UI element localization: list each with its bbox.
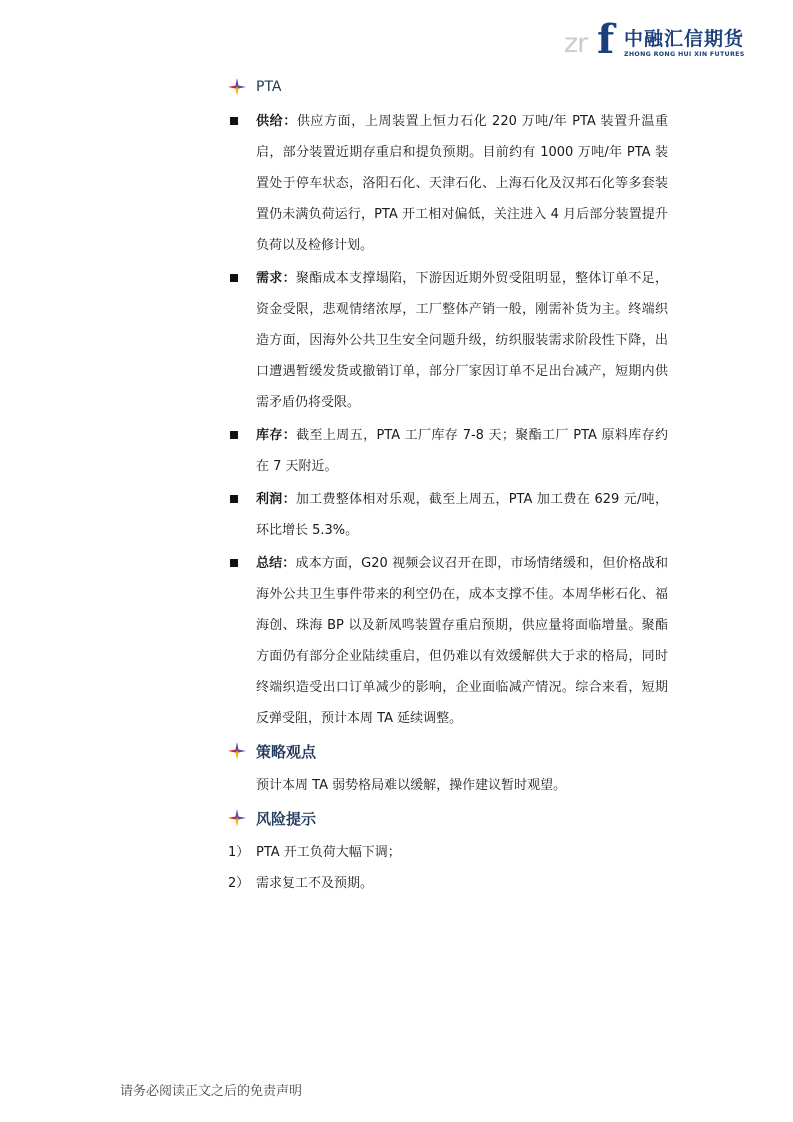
square-bullet-icon — [230, 431, 238, 439]
bullet-label: 利润： — [256, 492, 296, 507]
compass-star-icon — [228, 809, 246, 827]
square-bullet-icon — [230, 274, 238, 282]
report-content — [228, 72, 668, 899]
heading-text: PTA — [256, 79, 282, 95]
risk-item-text: PTA 开工负荷大幅下调； — [256, 845, 401, 860]
square-bullet-icon — [230, 559, 238, 567]
bullet-label: 供给： — [256, 114, 297, 129]
logo-english-name: ZHONG RONG HUI XIN FUTURES — [624, 51, 745, 58]
bullet-label: 库存： — [256, 428, 297, 443]
compass-star-icon — [228, 78, 246, 96]
bullet-demand — [228, 263, 668, 418]
bullet-summary — [228, 548, 668, 734]
risk-item-number: 2） — [228, 876, 250, 891]
risk-item — [228, 868, 668, 899]
square-bullet-icon — [230, 495, 238, 503]
strategy-text: 预计本周 TA 弱势格局难以缓解，操作建议暂时观望。 — [256, 778, 567, 793]
risk-item-number: 1） — [228, 845, 250, 860]
bullet-label: 需求： — [256, 271, 296, 286]
bullet-text: 供应方面，上周装置上恒力石化 220 万吨/年 PTA 装置升温重启，部分装置近期存重启和提负预期。目前约有 1000 万吨/年 PTA 装置处于停车状态，洛阳石化、天津石化、上海石化及汉邦石化等多套装置仍未满负荷运行，PTA 开工相对偏低，关注进入 4 月后部分装置提升负荷以及检修计划。 — [256, 114, 668, 253]
logo-chinese-name: 中融汇信期货 — [624, 28, 745, 50]
company-logo — [564, 18, 744, 62]
bullet-label: 总结： — [256, 556, 296, 571]
square-bullet-icon — [230, 117, 238, 125]
risk-item-text: 需求复工不及预期。 — [256, 876, 374, 891]
risk-item — [228, 837, 668, 868]
bullet-profit — [228, 484, 668, 546]
compass-star-icon — [228, 742, 246, 760]
logo-f-mark: f — [597, 16, 615, 63]
bullet-supply — [228, 106, 668, 261]
logo-letters: zr — [564, 28, 588, 59]
heading-text: 策略观点 — [256, 742, 317, 761]
bullet-inventory — [228, 420, 668, 482]
section-heading-risk — [228, 803, 668, 833]
bullet-text: 加工费整体相对乐观，截至上周五，PTA 加工费在 629 元/吨，环比增长 5.3%。 — [256, 492, 668, 538]
heading-text: 风险提示 — [256, 809, 317, 828]
section-heading-strategy — [228, 736, 668, 766]
footer-disclaimer: 请务必阅读正文之后的免责声明 — [120, 1084, 303, 1099]
section-heading-pta — [228, 72, 668, 102]
bullet-text: 成本方面，G20 视频会议召开在即，市场情绪缓和，但价格战和海外公共卫生事件带来的利空仍在，成本支撑不佳。本周华彬石化、福海创、珠海 BP 以及新凤鸣装置存重启预期，供应量将面临增量。聚酯方面仍有部分企业陆续重启，但仍难以有效缓解供大于求的格局，同时终端织造受出口订单减少的影响，企业面临减产情况。综合来看，短期反弹受阻，预计本周 TA 延续调整。 — [256, 556, 668, 726]
bullet-text: 截至上周五，PTA 工厂库存 7-8 天；聚酯工厂 PTA 原料库存约在 7 天附近。 — [256, 428, 668, 474]
bullet-text: 聚酯成本支撑塌陷，下游因近期外贸受阻明显，整体订单不足，资金受限，悲观情绪浓厚，工厂整体产销一般，刚需补货为主。终端织造方面，因海外公共卫生安全问题升级，纺织服装需求阶段性下降，出口遭遇暂缓发货或撤销订单，部分厂家因订单不足出台减产，短期内供需矛盾仍将受限。 — [256, 271, 668, 410]
